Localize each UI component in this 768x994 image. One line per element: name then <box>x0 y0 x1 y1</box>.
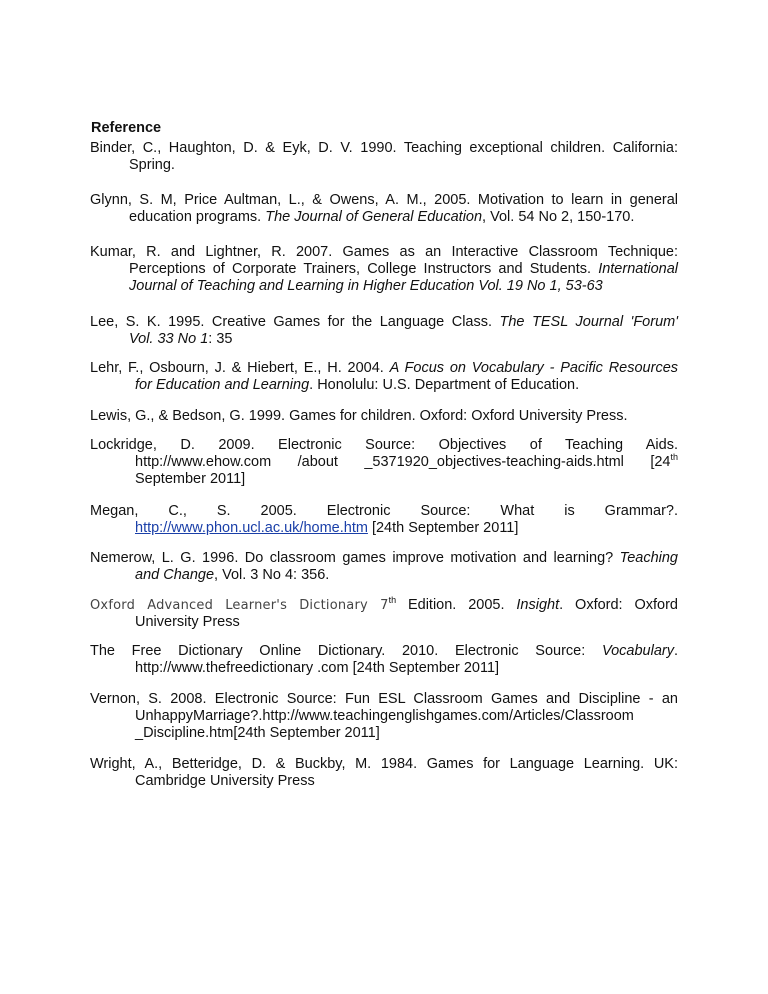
entry-text: Lee, S. K. 1995. Creative Games for the Language Class. <box>90 314 500 330</box>
reference-entry-lewis <box>90 408 678 425</box>
superscript: th <box>670 452 678 463</box>
entry-text: . Honolulu: U.S. Department of Education. <box>309 377 580 393</box>
entry-text: Oxford Advanced Learner's Dictionary 7 <box>90 598 389 613</box>
entry-journal-title: The TESL Journal 'Forum' <box>499 314 678 330</box>
entry-text: Nemerow, L. G. 1996. Do classroom games improve motivation and learning? <box>90 550 620 566</box>
reference-entry-megan <box>90 503 678 537</box>
entry-line: Kumar, R. and Lightner, R. 2007. Games as an Interactive Classroom Technique: <box>90 244 678 260</box>
entry-line: Glynn, S. M, Price Aultman, L., & Owens, A. M., 2005. Motivation to learn in general <box>90 192 678 208</box>
entry-line: Spring. <box>129 157 175 173</box>
entry-line: Vernon, S. 2008. Electronic Source: Fun ESL Classroom Games and Discipline - an <box>90 691 678 707</box>
entry-line <box>90 643 678 660</box>
reference-entry-binder <box>90 140 678 174</box>
entry-line <box>90 377 678 394</box>
entry-journal-title: Teaching <box>619 550 678 566</box>
entry-line: University Press <box>135 614 240 630</box>
reference-entry-nemerow <box>90 550 678 584</box>
entry-title: Vocabulary <box>601 643 674 659</box>
reference-entry-vernon <box>90 691 678 742</box>
entry-text: , Vol. 54 No 2, 150-170. <box>482 209 635 225</box>
entry-text: education programs. <box>129 209 266 225</box>
entry-line: Cambridge University Press <box>135 773 315 789</box>
entry-line <box>90 520 678 537</box>
entry-line: Wright, A., Betteridge, D. & Buckby, M. 1984. Games for Language Learning. UK: <box>90 756 678 772</box>
hyperlink[interactable]: http://www.phon.ucl.ac.uk/home.htm <box>135 520 368 536</box>
entry-line <box>90 209 678 226</box>
entry-title: Insight <box>516 597 560 613</box>
entry-text: Perceptions of Corporate Trainers, College Instructors and Students. <box>129 261 599 277</box>
reference-entry-wright <box>90 756 678 790</box>
entry-line <box>90 454 678 471</box>
reference-entry-glynn <box>90 192 678 226</box>
entry-line <box>90 314 678 331</box>
entry-line <box>90 550 678 567</box>
entry-line: _Discipline.htm[24th September 2011] <box>135 725 380 741</box>
entry-text: . Oxford: Oxford <box>559 597 678 613</box>
entry-text: [24th September 2011] <box>367 520 519 536</box>
reference-entry-lockridge <box>90 437 678 488</box>
entry-line <box>90 567 678 584</box>
reference-heading: Reference <box>91 120 162 136</box>
entry-text: http://www.ehow.com /about _5371920_objectives-teaching-aids.html [24 <box>135 454 671 470</box>
entry-line <box>90 331 678 348</box>
superscript: th <box>388 595 397 606</box>
entry-line: Binder, C., Haughton, D. & Eyk, D. V. 1990. Teaching exceptional children. California: <box>90 140 678 156</box>
entry-line <box>90 597 678 614</box>
entry-journal-title: International <box>598 261 678 277</box>
reference-entry-oxford <box>90 597 678 631</box>
entry-volume: Vol. 33 No 1 <box>129 331 209 347</box>
entry-line: September 2011] <box>135 471 246 487</box>
entry-journal-title: The Journal of General Education <box>265 209 483 225</box>
reference-entry-lee <box>90 314 678 348</box>
entry-line: UnhappyMarriage?.http://www.teachingenglishgames.com/Articles/Classroom <box>135 708 634 724</box>
entry-line: Journal of Teaching and Learning in Higher Education Vol. 19 No 1, 53-63 <box>129 278 603 294</box>
entry-text: Edition. 2005. <box>396 597 517 613</box>
entry-text: The Free Dictionary Online Dictionary. 2010. Electronic Source: <box>90 643 602 659</box>
entry-line <box>90 261 678 278</box>
entry-text: Lehr, F., Osbourn, J. & Hiebert, E., H. 2004. <box>90 360 390 376</box>
entry-line: Megan, C., S. 2005. Electronic Source: What is Grammar?. <box>90 503 678 519</box>
entry-book-title: A Focus on Vocabulary - Pacific Resources <box>389 360 679 376</box>
entry-journal-title: and Change <box>135 567 215 583</box>
entry-line <box>90 360 678 377</box>
entry-book-title: for Education and Learning <box>135 377 310 393</box>
entry-line: http://www.thefreedictionary .com [24th September 2011] <box>135 660 500 676</box>
reference-entry-kumar <box>90 244 678 295</box>
entry-text: , Vol. 3 No 4: 356. <box>214 567 330 583</box>
entry-line: Lewis, G., & Bedson, G. 1999. Games for children. Oxford: Oxford University Press. <box>90 408 628 424</box>
reference-entry-free-dictionary <box>90 643 678 677</box>
entry-text: . <box>673 643 678 659</box>
entry-text: : 35 <box>208 331 233 347</box>
reference-entry-lehr <box>90 360 678 394</box>
entry-line: Lockridge, D. 2009. Electronic Source: Objectives of Teaching Aids. <box>90 437 678 453</box>
